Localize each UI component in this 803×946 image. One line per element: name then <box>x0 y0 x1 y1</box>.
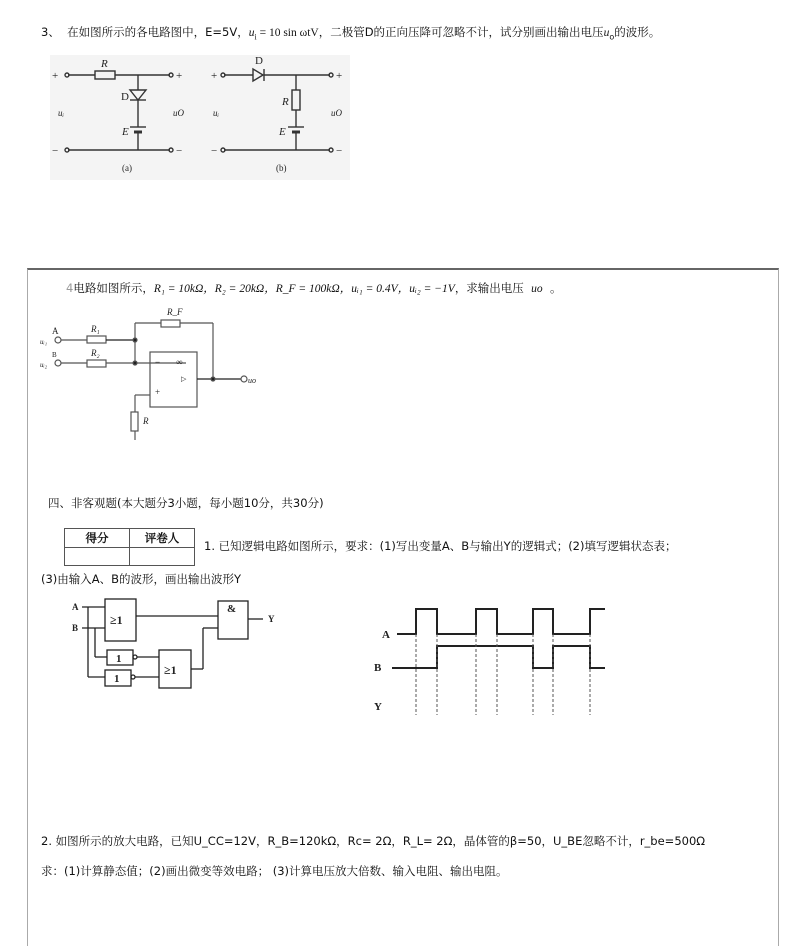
svg-text:D: D <box>121 91 129 103</box>
q1-line2: (3)由输入A、B的波形，画出输出波形Y <box>41 572 242 586</box>
section-4-title: 四、非客观题(本大题分3小题，每小题10分，共30分) <box>48 496 324 510</box>
svg-text:uᵢ₂: uᵢ₂ <box>40 361 48 369</box>
svg-text:A: A <box>382 629 390 641</box>
svg-text:E: E <box>122 126 129 138</box>
svg-text:R: R <box>143 416 149 426</box>
opamp-circuit-figure <box>35 300 275 440</box>
svg-text:R_F: R_F <box>167 307 183 317</box>
q2-line2: 求：(1)计算静态值；(2)画出微变等效电路； (3)计算电压放大倍数、输入电阻、输出电阻。 <box>41 864 508 878</box>
svg-text:+: + <box>52 70 59 82</box>
waveform-a <box>397 609 605 634</box>
grader-header: 评卷人 <box>130 529 195 548</box>
svg-text:&: & <box>227 603 237 615</box>
svg-text:uo: uo <box>248 376 256 385</box>
svg-text:−: − <box>176 145 183 157</box>
svg-text:E: E <box>279 126 286 138</box>
svg-text:B: B <box>72 623 79 633</box>
waveform-figure <box>370 600 615 720</box>
svg-text:∞: ∞ <box>176 357 183 367</box>
grader-cell[interactable] <box>130 548 195 566</box>
q1-line1: 1. 已知逻辑电路如图所示，要求：(1)写出变量A、B与输出Y的逻辑式；(2)填写逻辑状态表； <box>204 539 677 553</box>
question-4-text: 4电路如图所示，R₁ = 10kΩ，R₂ = 20kΩ，R_F = 100kΩ，uᵢ₁ = 0.4V，uᵢ₂ = −1V，求输出电压 uo 。 <box>66 281 562 295</box>
svg-text:uᵢ₁: uᵢ₁ <box>40 338 48 346</box>
svg-text:R₂: R₂ <box>91 348 100 358</box>
svg-text:R: R <box>282 96 289 108</box>
svg-text:+: + <box>155 387 161 397</box>
svg-text:uO: uO <box>173 108 184 118</box>
svg-text:+: + <box>176 70 183 82</box>
svg-text:Y: Y <box>374 701 382 713</box>
svg-text:A: A <box>72 602 79 612</box>
svg-text:−: − <box>211 145 218 157</box>
question-3-text: 3、 在如图所示的各电路图中，E=5V，$u_i = 10$ sin ωtV，二极管D的正向压降可忽略不计，试分别画出输出电压$u_o$的波形。 <box>41 25 661 42</box>
svg-text:D: D <box>255 55 263 67</box>
svg-text:1: 1 <box>114 673 120 685</box>
score-header: 得分 <box>65 529 130 548</box>
svg-text:≥1: ≥1 <box>164 663 177 677</box>
svg-text:+: + <box>211 70 218 82</box>
logic-circuit-figure <box>60 595 290 695</box>
svg-text:(b): (b) <box>276 163 287 173</box>
svg-text:(a): (a) <box>122 163 132 173</box>
svg-text:−: − <box>336 145 343 157</box>
svg-text:uO: uO <box>331 108 342 118</box>
q2-line1: 2. 如图所示的放大电路，已知U_CC=12V，R_B=120kΩ，Rc= 2Ω，R_L= 2Ω，晶体管的β=50，U_BE忽略不计，r_be=500Ω <box>41 834 706 848</box>
svg-text:uᵢ: uᵢ <box>58 108 64 118</box>
score-table <box>64 528 195 566</box>
svg-text:B: B <box>52 351 57 359</box>
svg-text:R₁: R₁ <box>91 324 100 334</box>
svg-text:−: − <box>155 357 161 367</box>
svg-text:−: − <box>52 145 59 157</box>
svg-text:R: R <box>101 58 108 70</box>
svg-text:1: 1 <box>116 653 122 665</box>
svg-text:uᵢ: uᵢ <box>213 108 219 118</box>
svg-text:Y: Y <box>268 614 275 624</box>
svg-text:≥1: ≥1 <box>110 613 123 627</box>
diode-circuit-figure <box>50 55 350 180</box>
score-cell[interactable] <box>65 548 130 566</box>
svg-text:+: + <box>336 70 343 82</box>
svg-text:B: B <box>374 662 382 674</box>
svg-text:▷: ▷ <box>181 375 187 383</box>
waveform-b <box>392 646 605 668</box>
svg-text:A: A <box>52 326 59 336</box>
